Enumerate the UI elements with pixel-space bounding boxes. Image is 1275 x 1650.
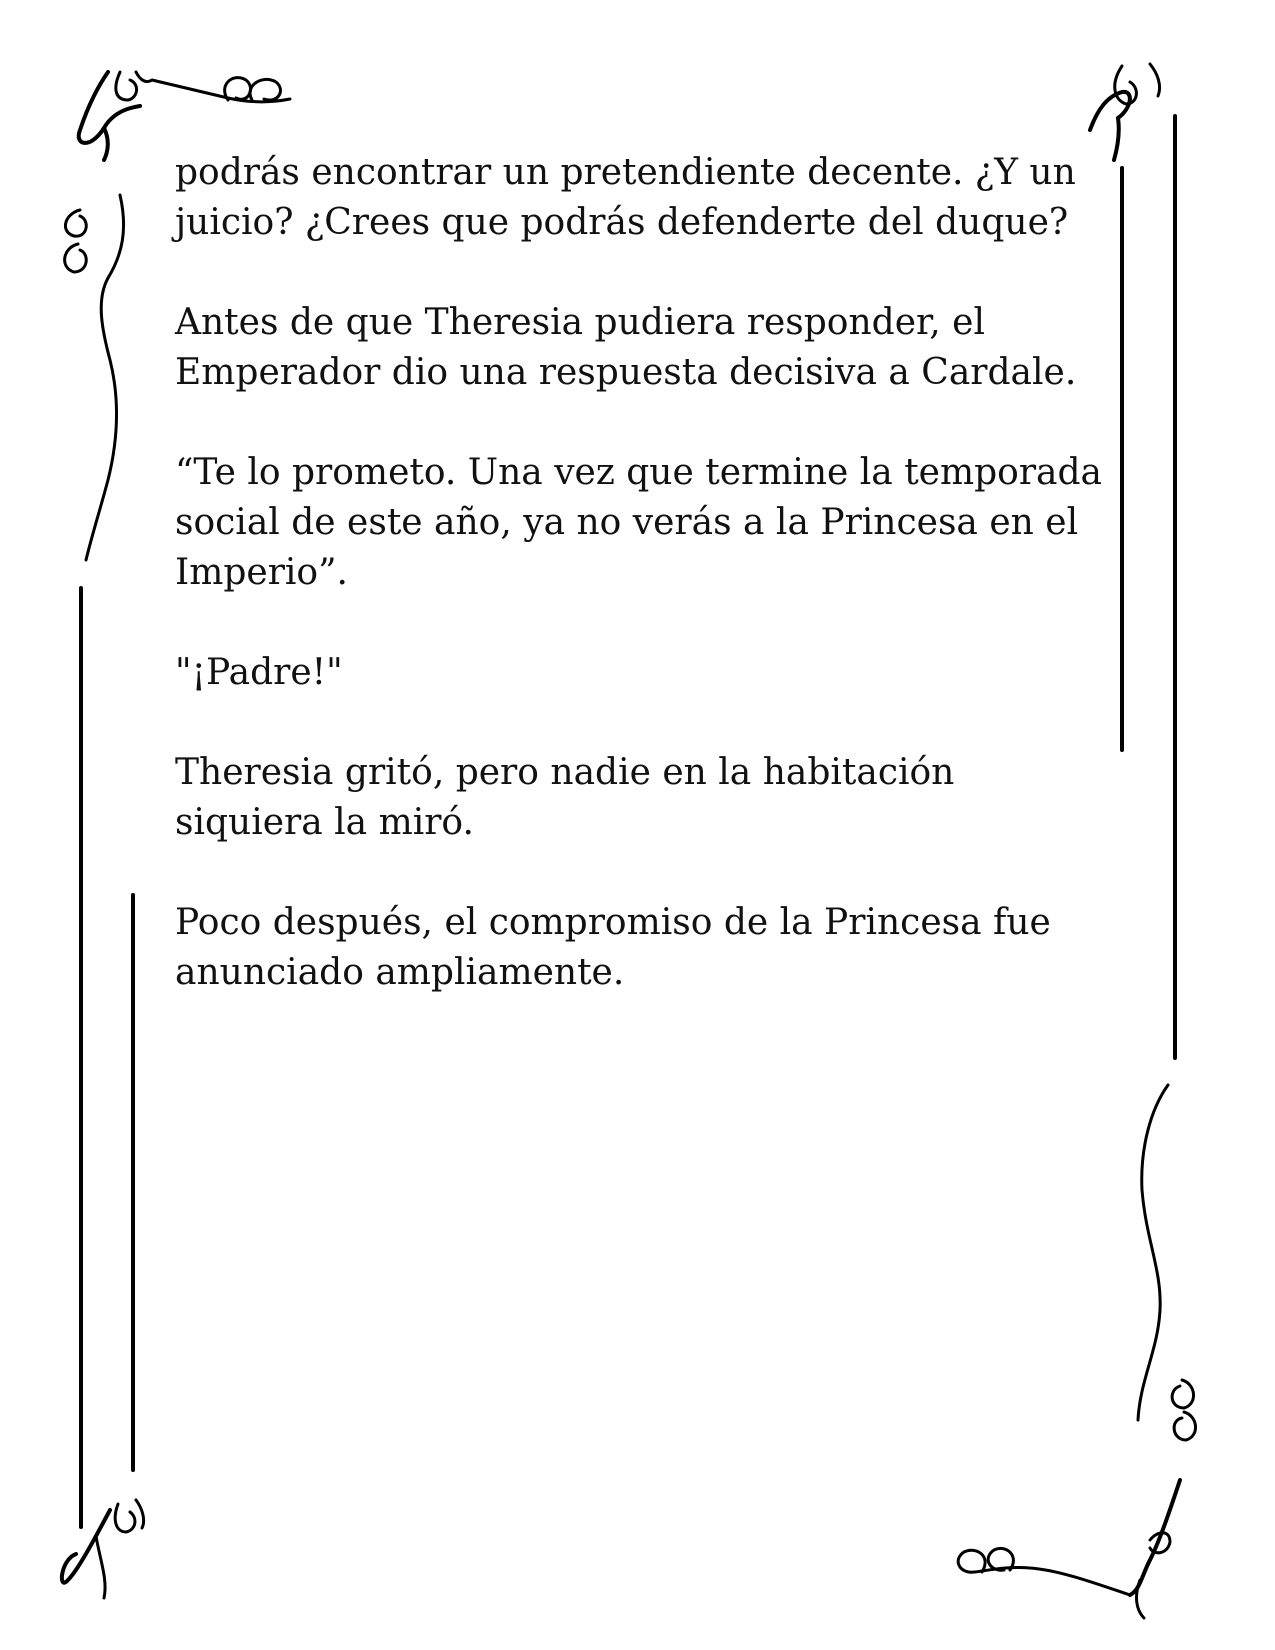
document-body [175,148,1105,1048]
paragraph-1: podrás encontrar un pretendiente decente. ¿Y un juicio? ¿Crees que podrás defenderte del duque? [175,152,1076,243]
bottom-right-flourish [958,1085,1195,1618]
paragraph-6: Poco después, el compromiso de la Princesa fue anunciado ampliamente. [175,902,1051,993]
paragraph-2: Antes de que Theresia pudiera responder, el Emperador dio una respuesta decisiva a Cardale. [175,302,1077,393]
paragraph-5: Theresia gritó, pero nadie en la habitación siquiera la miró. [175,752,955,843]
top-right-flourish [1090,64,1160,160]
bottom-left-flourish [62,1500,144,1598]
paragraph-4: "¡Padre!" [175,652,343,693]
paragraph-3: “Te lo prometo. Una vez que termine la temporada social de este año, ya no verás a la Princesa en el Imperio”. [175,452,1103,593]
